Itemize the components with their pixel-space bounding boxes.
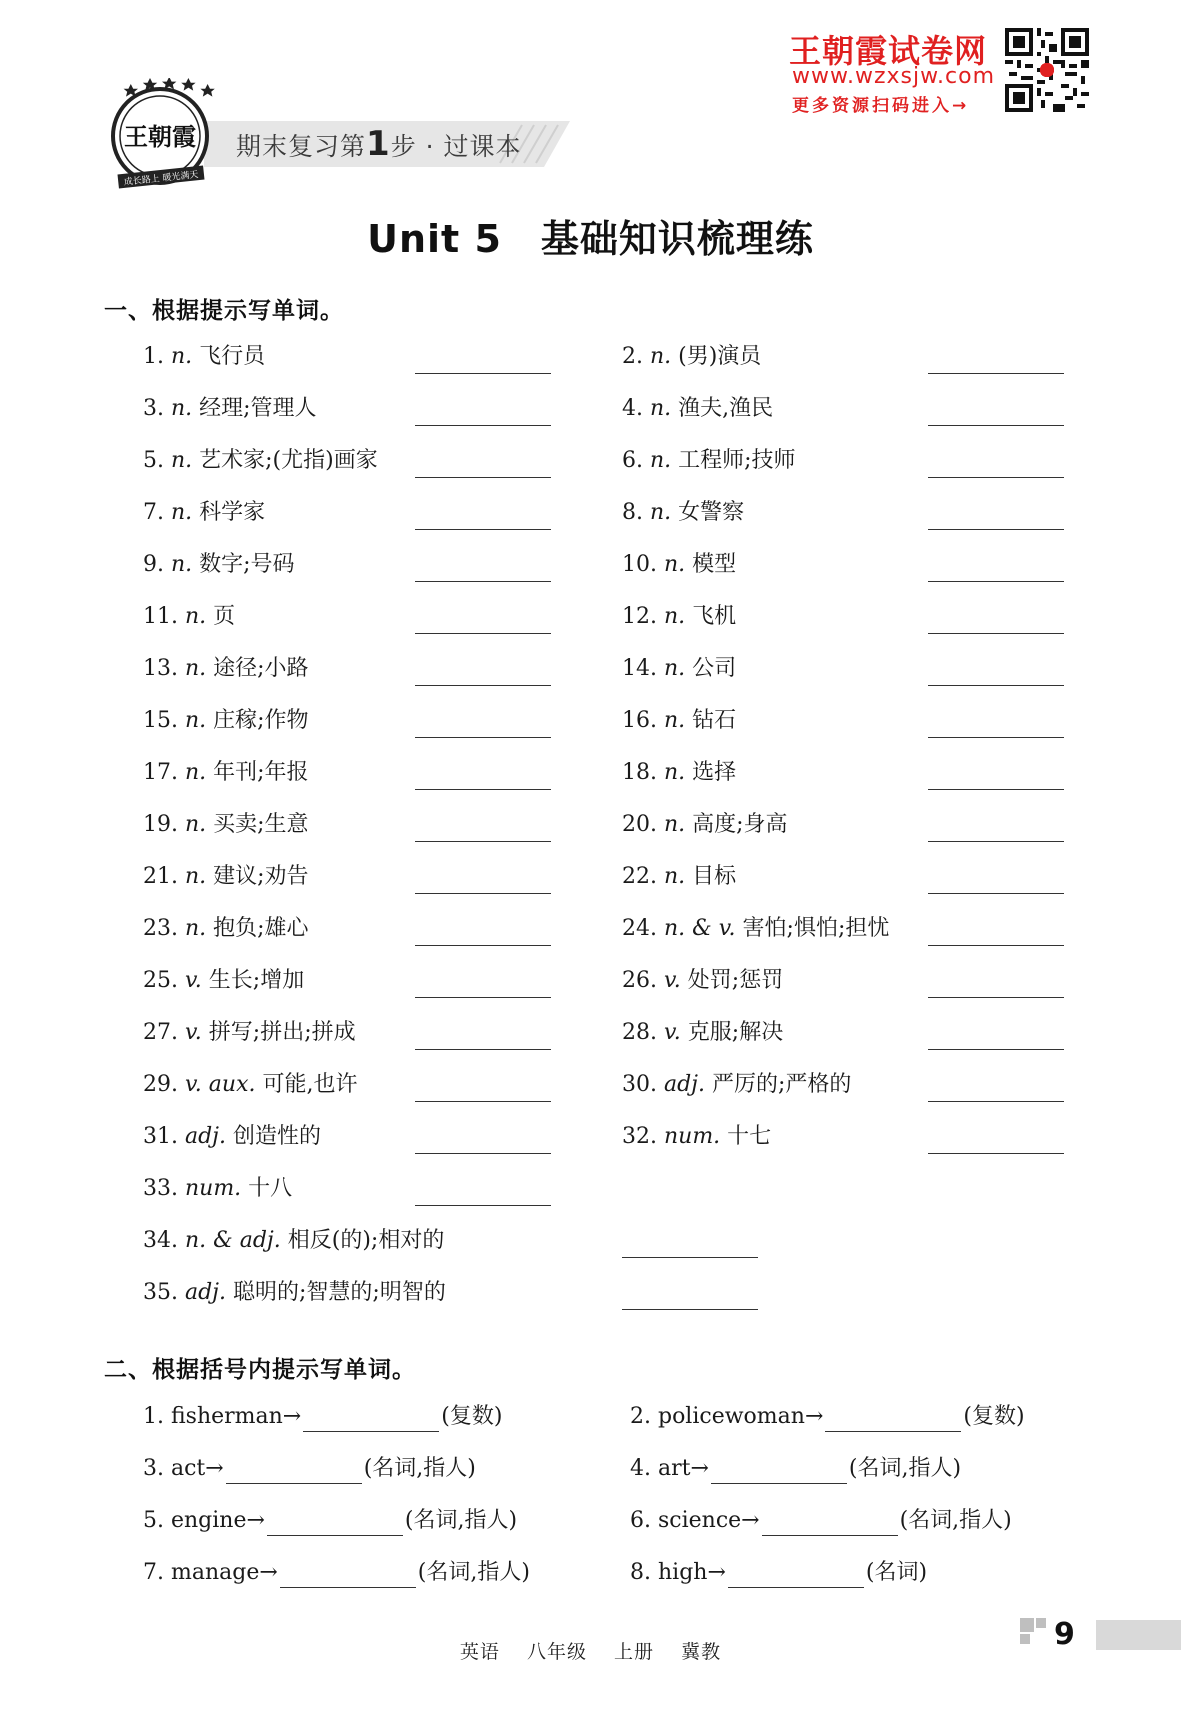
part-of-speech: n. <box>663 708 693 733</box>
section2-item <box>630 1454 961 1484</box>
section2-heading: 二、根据括号内提示写单词。 <box>104 1357 416 1383</box>
item-hint: 公司 <box>692 656 737 681</box>
item-word: 3. act→ <box>143 1456 224 1481</box>
section1-item <box>622 810 788 840</box>
section1-item <box>622 1122 771 1152</box>
part-of-speech: n. <box>170 448 200 473</box>
item-hint: 科学家 <box>199 500 266 525</box>
section1-item <box>143 654 309 684</box>
section1-item <box>143 342 265 372</box>
page-number: 9 <box>1054 1617 1075 1652</box>
item-number: 9. <box>143 552 171 577</box>
answer-blank[interactable] <box>415 633 551 634</box>
answer-blank[interactable] <box>928 477 1064 478</box>
part-of-speech: n. <box>184 708 214 733</box>
answer-blank[interactable] <box>622 1257 758 1258</box>
item-number: 33. <box>143 1176 185 1201</box>
section1-item <box>622 862 736 892</box>
item-hint: 渔夫,渔民 <box>678 396 774 421</box>
item-number: 19. <box>143 812 185 837</box>
item-word: 1. fisherman→ <box>143 1404 302 1429</box>
item-hint: 模型 <box>692 552 737 577</box>
step-prefix: 期末复习第 <box>236 132 367 161</box>
part-of-speech: n. <box>184 760 214 785</box>
answer-blank[interactable] <box>415 737 551 738</box>
footer-edition: 冀教 <box>681 1641 722 1663</box>
item-number: 30. <box>622 1072 664 1097</box>
footer-volume: 上册 <box>614 1641 655 1663</box>
answer-blank[interactable] <box>928 841 1064 842</box>
section1-item <box>143 914 309 944</box>
section1-item <box>622 914 889 944</box>
section1-item <box>143 550 295 580</box>
section1-item <box>143 1018 356 1048</box>
item-number: 29. <box>143 1072 185 1097</box>
item-hint: 庄稼;作物 <box>213 708 309 733</box>
item-hint: 创造性的 <box>233 1124 322 1149</box>
part-of-speech: adj. <box>184 1124 233 1149</box>
part-of-speech: n. <box>649 344 679 369</box>
item-word: 8. high→ <box>630 1560 726 1585</box>
section2-item <box>630 1506 1012 1536</box>
part-of-speech: num. <box>663 1124 728 1149</box>
section1-item <box>622 706 736 736</box>
item-number: 27. <box>143 1020 185 1045</box>
item-hint: 飞行员 <box>199 344 266 369</box>
item-hint: 可能,也许 <box>262 1072 358 1097</box>
step-suffix: 步 · 过课本 <box>390 132 522 161</box>
item-number: 25. <box>143 968 185 993</box>
item-hint: 处罚;惩罚 <box>687 968 784 993</box>
section2-item <box>630 1558 927 1588</box>
part-of-speech: adj. <box>663 1072 712 1097</box>
item-number: 2. <box>622 344 650 369</box>
answer-blank[interactable] <box>928 893 1064 894</box>
part-of-speech: n. <box>170 344 200 369</box>
part-of-speech: n. <box>663 760 693 785</box>
answer-blank[interactable] <box>267 1513 403 1536</box>
section1-item <box>143 706 309 736</box>
item-number: 28. <box>622 1020 664 1045</box>
item-hint: (名词,指人) <box>363 1456 476 1481</box>
answer-blank[interactable] <box>415 1049 551 1050</box>
item-hint: (男)演员 <box>678 344 762 369</box>
part-of-speech: v. aux. <box>184 1072 263 1097</box>
answer-blank[interactable] <box>928 581 1064 582</box>
section1-item <box>143 810 309 840</box>
item-number: 12. <box>622 604 664 629</box>
section1-item <box>622 394 773 424</box>
item-hint: 钻石 <box>692 708 737 733</box>
item-hint: 聪明的;智慧的;明智的 <box>233 1280 446 1305</box>
item-number: 11. <box>143 604 185 629</box>
section1-item <box>622 758 736 788</box>
answer-blank[interactable] <box>928 529 1064 530</box>
item-number: 10. <box>622 552 664 577</box>
answer-blank[interactable] <box>728 1565 864 1588</box>
part-of-speech: adj. <box>184 1280 233 1305</box>
footer-grade: 八年级 <box>526 1641 587 1663</box>
item-hint: 十八 <box>248 1176 293 1201</box>
footer-subject: 英语 <box>459 1641 500 1663</box>
answer-blank[interactable] <box>928 373 1064 374</box>
section1-item <box>622 446 796 476</box>
section1-item <box>143 1278 446 1308</box>
step-number: 1 <box>366 124 391 164</box>
item-number: 22. <box>622 864 664 889</box>
logo-text: 王朝霞 <box>124 122 196 151</box>
item-word: 4. art→ <box>630 1456 709 1481</box>
item-number: 32. <box>622 1124 664 1149</box>
item-hint: 艺术家;(尤指)画家 <box>199 448 378 473</box>
answer-blank[interactable] <box>415 997 551 998</box>
answer-blank[interactable] <box>415 789 551 790</box>
part-of-speech: n. <box>184 916 214 941</box>
section1-item <box>143 862 309 892</box>
part-of-speech: n. <box>663 552 693 577</box>
page-decoration <box>1036 1618 1046 1628</box>
answer-blank[interactable] <box>928 737 1064 738</box>
item-hint: (名词,指人) <box>417 1560 530 1585</box>
item-hint: (名词,指人) <box>899 1508 1012 1533</box>
part-of-speech: v. <box>663 968 688 993</box>
item-hint: 页 <box>213 604 236 629</box>
section2-item <box>143 1402 502 1432</box>
answer-blank[interactable] <box>415 477 551 478</box>
brand-url[interactable]: www.wzxsjw.com <box>792 64 996 89</box>
item-number: 7. <box>143 500 171 525</box>
section1-item <box>143 1070 357 1100</box>
section1-item <box>143 1122 321 1152</box>
item-number: 3. <box>143 396 171 421</box>
answer-blank[interactable] <box>928 633 1064 634</box>
part-of-speech: num. <box>184 1176 249 1201</box>
part-of-speech: n. <box>184 656 214 681</box>
section1-item <box>143 1226 444 1256</box>
answer-blank[interactable] <box>280 1565 416 1588</box>
item-number: 6. <box>622 448 650 473</box>
part-of-speech: n. <box>184 864 214 889</box>
section1-item <box>143 966 304 996</box>
part-of-speech: n. <box>170 552 200 577</box>
answer-blank[interactable] <box>928 425 1064 426</box>
section1-item <box>622 1070 851 1100</box>
item-hint: 飞机 <box>692 604 737 629</box>
item-hint: 年刊;年报 <box>213 760 309 785</box>
answer-blank[interactable] <box>415 685 551 686</box>
section2-item <box>143 1558 530 1588</box>
part-of-speech: n. <box>170 500 200 525</box>
item-hint: (名词,指人) <box>848 1456 962 1481</box>
item-number: 31. <box>143 1124 185 1149</box>
part-of-speech: n. <box>649 500 679 525</box>
answer-blank[interactable] <box>415 841 551 842</box>
item-hint: 经理;管理人 <box>199 396 317 421</box>
item-word: 5. engine→ <box>143 1508 265 1533</box>
part-of-speech: v. <box>663 1020 688 1045</box>
part-of-speech: n. <box>663 604 693 629</box>
answer-blank[interactable] <box>711 1461 847 1484</box>
part-of-speech: n. <box>184 812 214 837</box>
item-number: 20. <box>622 812 664 837</box>
brand-name: 王朝霞试卷网 <box>789 32 988 70</box>
part-of-speech: n. <box>649 396 679 421</box>
item-hint: 害怕;惧怕;担忧 <box>742 916 890 941</box>
section1-item <box>143 394 317 424</box>
answer-blank[interactable] <box>825 1409 961 1432</box>
answer-blank[interactable] <box>928 997 1064 998</box>
part-of-speech: n. <box>663 864 693 889</box>
answer-blank[interactable] <box>622 1309 758 1310</box>
section1-item <box>622 550 736 580</box>
answer-blank[interactable] <box>928 945 1064 946</box>
item-number: 24. <box>622 916 664 941</box>
item-hint: 建议;劝告 <box>213 864 309 889</box>
section1-item <box>143 602 235 632</box>
answer-blank[interactable] <box>303 1409 439 1432</box>
answer-blank[interactable] <box>415 373 551 374</box>
item-hint: 生长;增加 <box>208 968 305 993</box>
part-of-speech: n. <box>649 448 679 473</box>
part-of-speech: n. <box>663 812 693 837</box>
item-hint: (名词,指人) <box>404 1508 518 1533</box>
item-word: 2. policewoman→ <box>630 1404 824 1429</box>
item-hint: 十七 <box>727 1124 772 1149</box>
section2-item <box>630 1402 1025 1432</box>
section2-item <box>143 1454 476 1484</box>
section1-item <box>622 498 744 528</box>
item-hint: 工程师;技师 <box>678 448 796 473</box>
item-hint: (复数) <box>441 1404 503 1429</box>
item-hint: 严厉的;严格的 <box>712 1072 852 1097</box>
part-of-speech: n. & v. <box>663 916 743 941</box>
item-number: 23. <box>143 916 185 941</box>
part-of-speech: n. & adj. <box>184 1228 288 1253</box>
answer-blank[interactable] <box>762 1513 898 1536</box>
item-number: 15. <box>143 708 185 733</box>
answer-blank[interactable] <box>928 1049 1064 1050</box>
part-of-speech: n. <box>184 604 214 629</box>
section1-item <box>622 1018 783 1048</box>
item-number: 13. <box>143 656 185 681</box>
item-number: 18. <box>622 760 664 785</box>
page-number-bar <box>1096 1620 1181 1650</box>
section1-item <box>143 446 378 476</box>
qr-code-icon[interactable] <box>1005 28 1089 112</box>
part-of-speech: n. <box>663 656 693 681</box>
page-decoration <box>1020 1634 1030 1644</box>
item-number: 16. <box>622 708 664 733</box>
answer-blank[interactable] <box>928 1153 1064 1154</box>
section-tag <box>236 124 522 167</box>
answer-blank[interactable] <box>928 789 1064 790</box>
section1-item <box>622 966 783 996</box>
brand-more-resources: 更多资源扫码进入→ <box>792 96 970 116</box>
item-number: 21. <box>143 864 185 889</box>
answer-blank[interactable] <box>415 1205 551 1206</box>
item-number: 34. <box>143 1228 185 1253</box>
section1-item <box>143 1174 292 1204</box>
item-hint: 数字;号码 <box>199 552 295 577</box>
item-hint: 途径;小路 <box>213 656 309 681</box>
footer-info <box>0 1637 1181 1664</box>
item-number: 1. <box>143 344 171 369</box>
brand-logo <box>108 78 218 198</box>
section1-item <box>143 498 265 528</box>
item-hint: 拼写;拼出;拼成 <box>208 1020 356 1045</box>
item-number: 5. <box>143 448 171 473</box>
section1-item <box>143 758 309 788</box>
answer-blank[interactable] <box>415 893 551 894</box>
item-hint: (名词) <box>865 1560 928 1585</box>
part-of-speech: n. <box>170 396 200 421</box>
item-hint: 女警察 <box>678 500 745 525</box>
item-hint: 买卖;生意 <box>213 812 309 837</box>
section2-item <box>143 1506 517 1536</box>
page-title: Unit 5 基础知识梳理练 <box>367 217 814 261</box>
part-of-speech: v. <box>184 968 209 993</box>
item-number: 17. <box>143 760 185 785</box>
answer-blank[interactable] <box>415 1153 551 1154</box>
item-hint: 目标 <box>692 864 737 889</box>
item-hint: 相反(的);相对的 <box>287 1228 445 1253</box>
section1-item <box>622 602 736 632</box>
section1-item <box>622 654 736 684</box>
answer-blank[interactable] <box>928 1101 1064 1102</box>
answer-blank[interactable] <box>415 945 551 946</box>
item-hint: 克服;解决 <box>687 1020 784 1045</box>
item-number: 26. <box>622 968 664 993</box>
page-decoration <box>1020 1618 1034 1632</box>
item-hint: 高度;身高 <box>692 812 788 837</box>
item-hint: 选择 <box>692 760 737 785</box>
logo-ribbon: 成长路上 暖光满天 <box>123 170 199 188</box>
section1-heading: 一、根据提示写单词。 <box>104 298 344 324</box>
item-word: 6. science→ <box>630 1508 760 1533</box>
answer-blank[interactable] <box>928 685 1064 686</box>
answer-blank[interactable] <box>415 425 551 426</box>
answer-blank[interactable] <box>415 581 551 582</box>
part-of-speech: v. <box>184 1020 209 1045</box>
item-number: 4. <box>622 396 650 421</box>
item-number: 35. <box>143 1280 185 1305</box>
item-hint: 抱负;雄心 <box>213 916 309 941</box>
answer-blank[interactable] <box>415 529 551 530</box>
answer-blank[interactable] <box>415 1101 551 1102</box>
answer-blank[interactable] <box>226 1461 362 1484</box>
section1-item <box>622 342 761 372</box>
item-number: 8. <box>622 500 650 525</box>
item-hint: (复数) <box>963 1404 1025 1429</box>
item-number: 14. <box>622 656 664 681</box>
item-word: 7. manage→ <box>143 1560 278 1585</box>
